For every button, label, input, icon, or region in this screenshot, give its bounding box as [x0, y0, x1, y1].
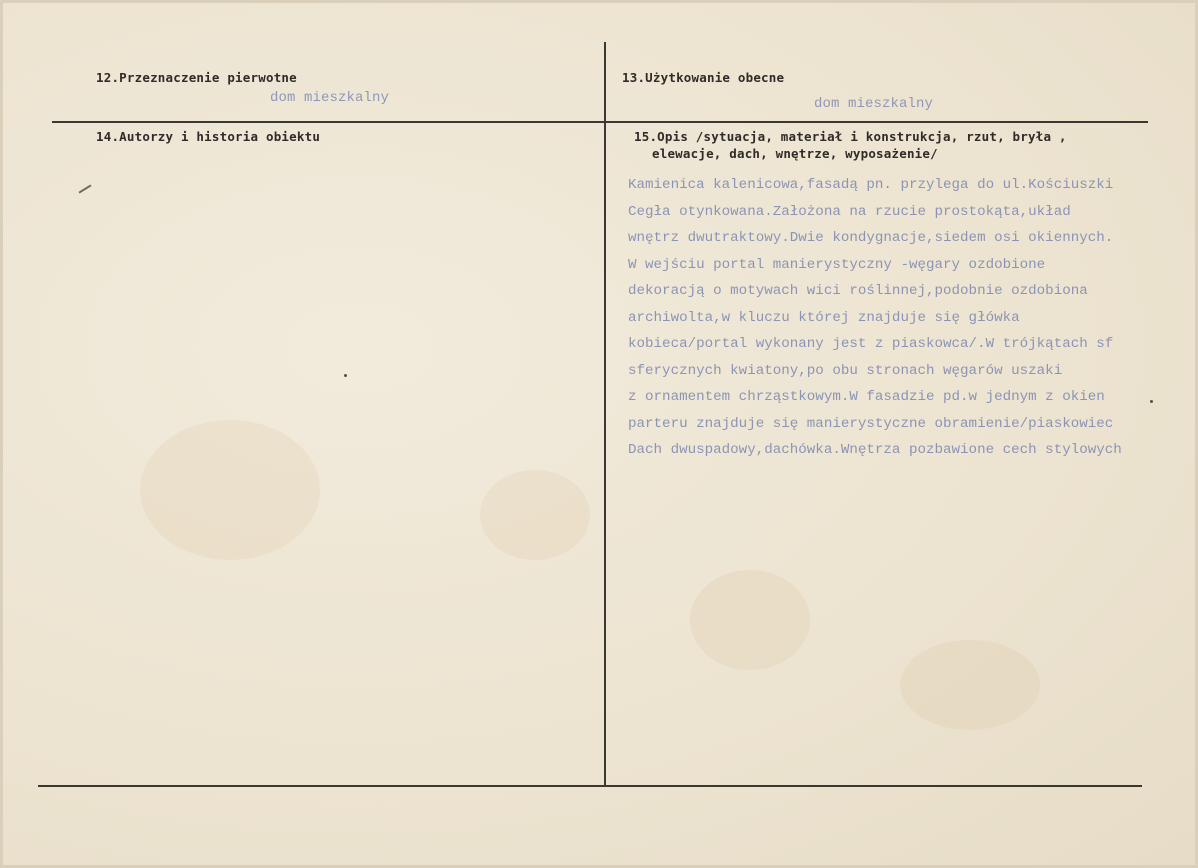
description-line: Dach dwuspadowy,dachówka.Wnętrza pozbawione cech stylowych	[628, 442, 1122, 458]
field-13-value: dom mieszkalny	[814, 96, 934, 112]
paper-stain	[140, 420, 320, 560]
field-14-label: 14.Autorzy i historia obiektu	[96, 129, 321, 144]
column-divider-line	[604, 42, 606, 786]
paper-stain	[690, 570, 810, 670]
description-line: Cegła otynkowana.Założona na rzucie prostokąta,układ	[628, 203, 1071, 220]
description-line: kobieca/portal wykonany jest z piaskowca/.W trójkątach sf	[628, 336, 1114, 352]
description-line: dekoracją o motywach wici roślinnej,podobnie ozdobiona	[628, 283, 1088, 299]
description-line: archiwolta,w kluczu której znajduje się główka	[628, 309, 1020, 326]
description-line: sferycznych kwiatony,po obu stronach węgarów uszaki	[628, 362, 1063, 379]
header-divider-line	[52, 121, 1148, 123]
description-line: z ornamentem chrząstkowym.W fasadzie pd.w jednym z okien	[628, 389, 1105, 405]
field-15-label-line2: elewacje, dach, wnętrze, wyposażenie/	[652, 146, 938, 161]
field-15-label-line1: 15.Opis /sytuacja, materiał i konstrukcja, rzut, bryła ,	[634, 129, 1067, 144]
paper-stain	[480, 470, 590, 560]
pencil-dot	[1150, 400, 1153, 403]
pencil-mark	[79, 184, 92, 193]
paper-stain	[900, 640, 1040, 730]
bottom-border-line	[38, 785, 1142, 787]
description-line: wnętrz dwutraktowy.Dwie kondygnacje,siedem osi okiennych.	[628, 230, 1114, 246]
pencil-dot	[344, 374, 347, 377]
field-12-value: dom mieszkalny	[270, 90, 390, 106]
field-12-label: 12.Przeznaczenie pierwotne	[96, 70, 297, 85]
description-line: Kamienica kalenicowa,fasadą pn. przylega do ul.Kościuszki	[628, 177, 1114, 193]
description-line: W wejściu portal manierystyczny -węgary ozdobione	[628, 256, 1046, 273]
field-15-description	[628, 172, 1198, 464]
description-line: parteru znajduje się manierystyczne obramienie/piaskowiec	[628, 415, 1114, 432]
field-13-label: 13.Użytkowanie obecne	[622, 70, 785, 85]
